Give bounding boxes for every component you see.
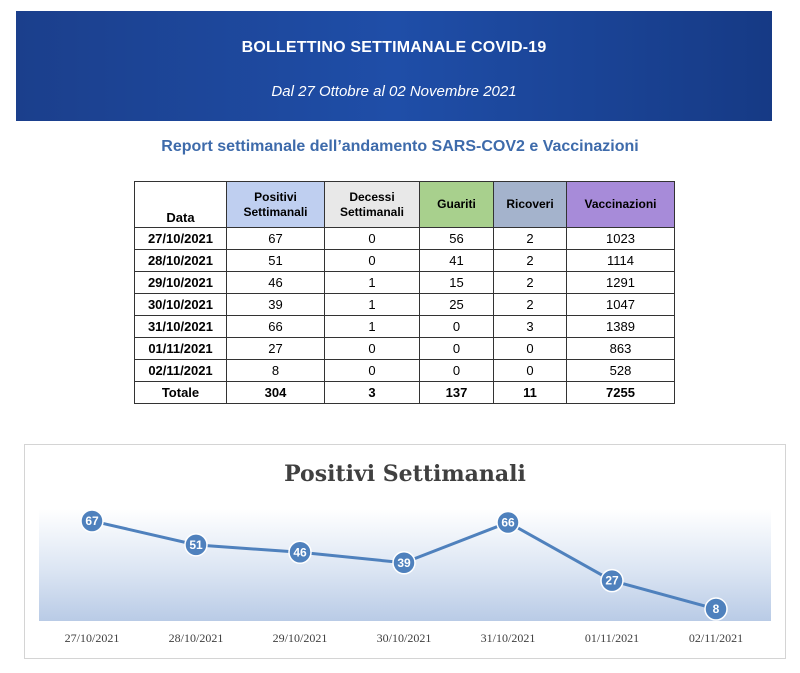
cell-positivi: 46 xyxy=(227,272,325,294)
chart-title: Positivi Settimanali xyxy=(284,461,526,487)
cell-vaccinazioni: 1114 xyxy=(567,250,675,272)
cell-guariti: 25 xyxy=(420,294,494,316)
bulletin-title: BOLLETTINO SETTIMANALE COVID-19 xyxy=(241,39,547,56)
data-label: 51 xyxy=(189,537,203,552)
cell-vaccinazioni: 1023 xyxy=(567,228,675,250)
cell-vaccinazioni: 1389 xyxy=(567,316,675,338)
cell-positivi: 8 xyxy=(227,360,325,382)
cell-decessi: 1 xyxy=(325,316,420,338)
cell-date: 27/10/2021 xyxy=(135,228,227,250)
total-decessi: 3 xyxy=(325,382,420,404)
cell-positivi: 51 xyxy=(227,250,325,272)
header-vaccinazioni: Vaccinazioni xyxy=(567,182,675,228)
data-label: 39 xyxy=(397,555,411,570)
x-tick-label: 31/10/2021 xyxy=(480,631,536,645)
cell-date: 02/11/2021 xyxy=(135,360,227,382)
data-label: 66 xyxy=(501,515,515,530)
cell-vaccinazioni: 1047 xyxy=(567,294,675,316)
table-row xyxy=(135,250,675,272)
cell-guariti: 15 xyxy=(420,272,494,294)
chart-canvas xyxy=(25,445,785,658)
weekly-report-table xyxy=(134,181,675,404)
header-date: Data xyxy=(135,182,227,228)
cell-positivi: 27 xyxy=(227,338,325,360)
cell-ricoveri: 2 xyxy=(494,272,567,294)
report-title: Report settimanale dell’andamento SARS-COV2 e Vaccinazioni xyxy=(161,138,639,155)
header-ricoveri: Ricoveri xyxy=(494,182,567,228)
x-tick-label: 28/10/2021 xyxy=(168,631,224,645)
cell-vaccinazioni: 863 xyxy=(567,338,675,360)
x-tick-label: 29/10/2021 xyxy=(272,631,328,645)
total-ricoveri: 11 xyxy=(494,382,567,404)
cell-guariti: 0 xyxy=(420,338,494,360)
total-label: Totale xyxy=(135,382,227,404)
cell-positivi: 67 xyxy=(227,228,325,250)
cell-date: 01/11/2021 xyxy=(135,338,227,360)
cell-decessi: 1 xyxy=(325,272,420,294)
x-tick-label: 01/11/2021 xyxy=(584,631,640,645)
cell-decessi: 0 xyxy=(325,360,420,382)
header-positivi-line2: Settimanali xyxy=(243,204,308,219)
cell-date: 30/10/2021 xyxy=(135,294,227,316)
header-decessi-line1: Decessi xyxy=(349,189,395,204)
cell-decessi: 0 xyxy=(325,250,420,272)
header-decessi-line2: Settimanali xyxy=(339,204,405,219)
cell-positivi: 66 xyxy=(227,316,325,338)
table-row xyxy=(135,294,675,316)
header-positivi xyxy=(227,182,325,228)
cell-ricoveri: 0 xyxy=(494,338,567,360)
header-decessi xyxy=(325,182,420,228)
cell-guariti: 56 xyxy=(420,228,494,250)
header-guariti: Guariti xyxy=(420,182,494,228)
cell-decessi: 0 xyxy=(325,338,420,360)
cell-ricoveri: 0 xyxy=(494,360,567,382)
cell-date: 29/10/2021 xyxy=(135,272,227,294)
table-row xyxy=(135,228,675,250)
table-total-row xyxy=(135,382,675,404)
cell-decessi: 0 xyxy=(325,228,420,250)
positivi-chart xyxy=(24,444,786,659)
cell-ricoveri: 3 xyxy=(494,316,567,338)
data-label: 46 xyxy=(293,545,307,560)
bulletin-header xyxy=(16,11,772,121)
x-tick-label: 27/10/2021 xyxy=(64,631,120,645)
table-row xyxy=(135,360,675,382)
cell-ricoveri: 2 xyxy=(494,228,567,250)
table-row xyxy=(135,272,675,294)
data-label: 67 xyxy=(85,513,99,528)
total-vaccinazioni: 7255 xyxy=(567,382,675,404)
cell-ricoveri: 2 xyxy=(494,250,567,272)
data-label: 27 xyxy=(605,573,619,588)
cell-guariti: 0 xyxy=(420,360,494,382)
cell-ricoveri: 2 xyxy=(494,294,567,316)
cell-date: 28/10/2021 xyxy=(135,250,227,272)
cell-guariti: 0 xyxy=(420,316,494,338)
cell-guariti: 41 xyxy=(420,250,494,272)
header-positivi-line1: Positivi xyxy=(254,189,297,204)
x-tick-label: 02/11/2021 xyxy=(688,631,744,645)
data-label: 8 xyxy=(712,602,720,617)
cell-positivi: 39 xyxy=(227,294,325,316)
cell-date: 31/10/2021 xyxy=(135,316,227,338)
cell-vaccinazioni: 528 xyxy=(567,360,675,382)
cell-decessi: 1 xyxy=(325,294,420,316)
table-header-row xyxy=(135,182,675,228)
bulletin-date-range: Dal 27 Ottobre al 02 Novembre 2021 xyxy=(271,83,517,100)
total-positivi: 304 xyxy=(227,382,325,404)
x-tick-label: 30/10/2021 xyxy=(376,631,432,645)
cell-vaccinazioni: 1291 xyxy=(567,272,675,294)
table-row xyxy=(135,316,675,338)
total-guariti: 137 xyxy=(420,382,494,404)
table-row xyxy=(135,338,675,360)
